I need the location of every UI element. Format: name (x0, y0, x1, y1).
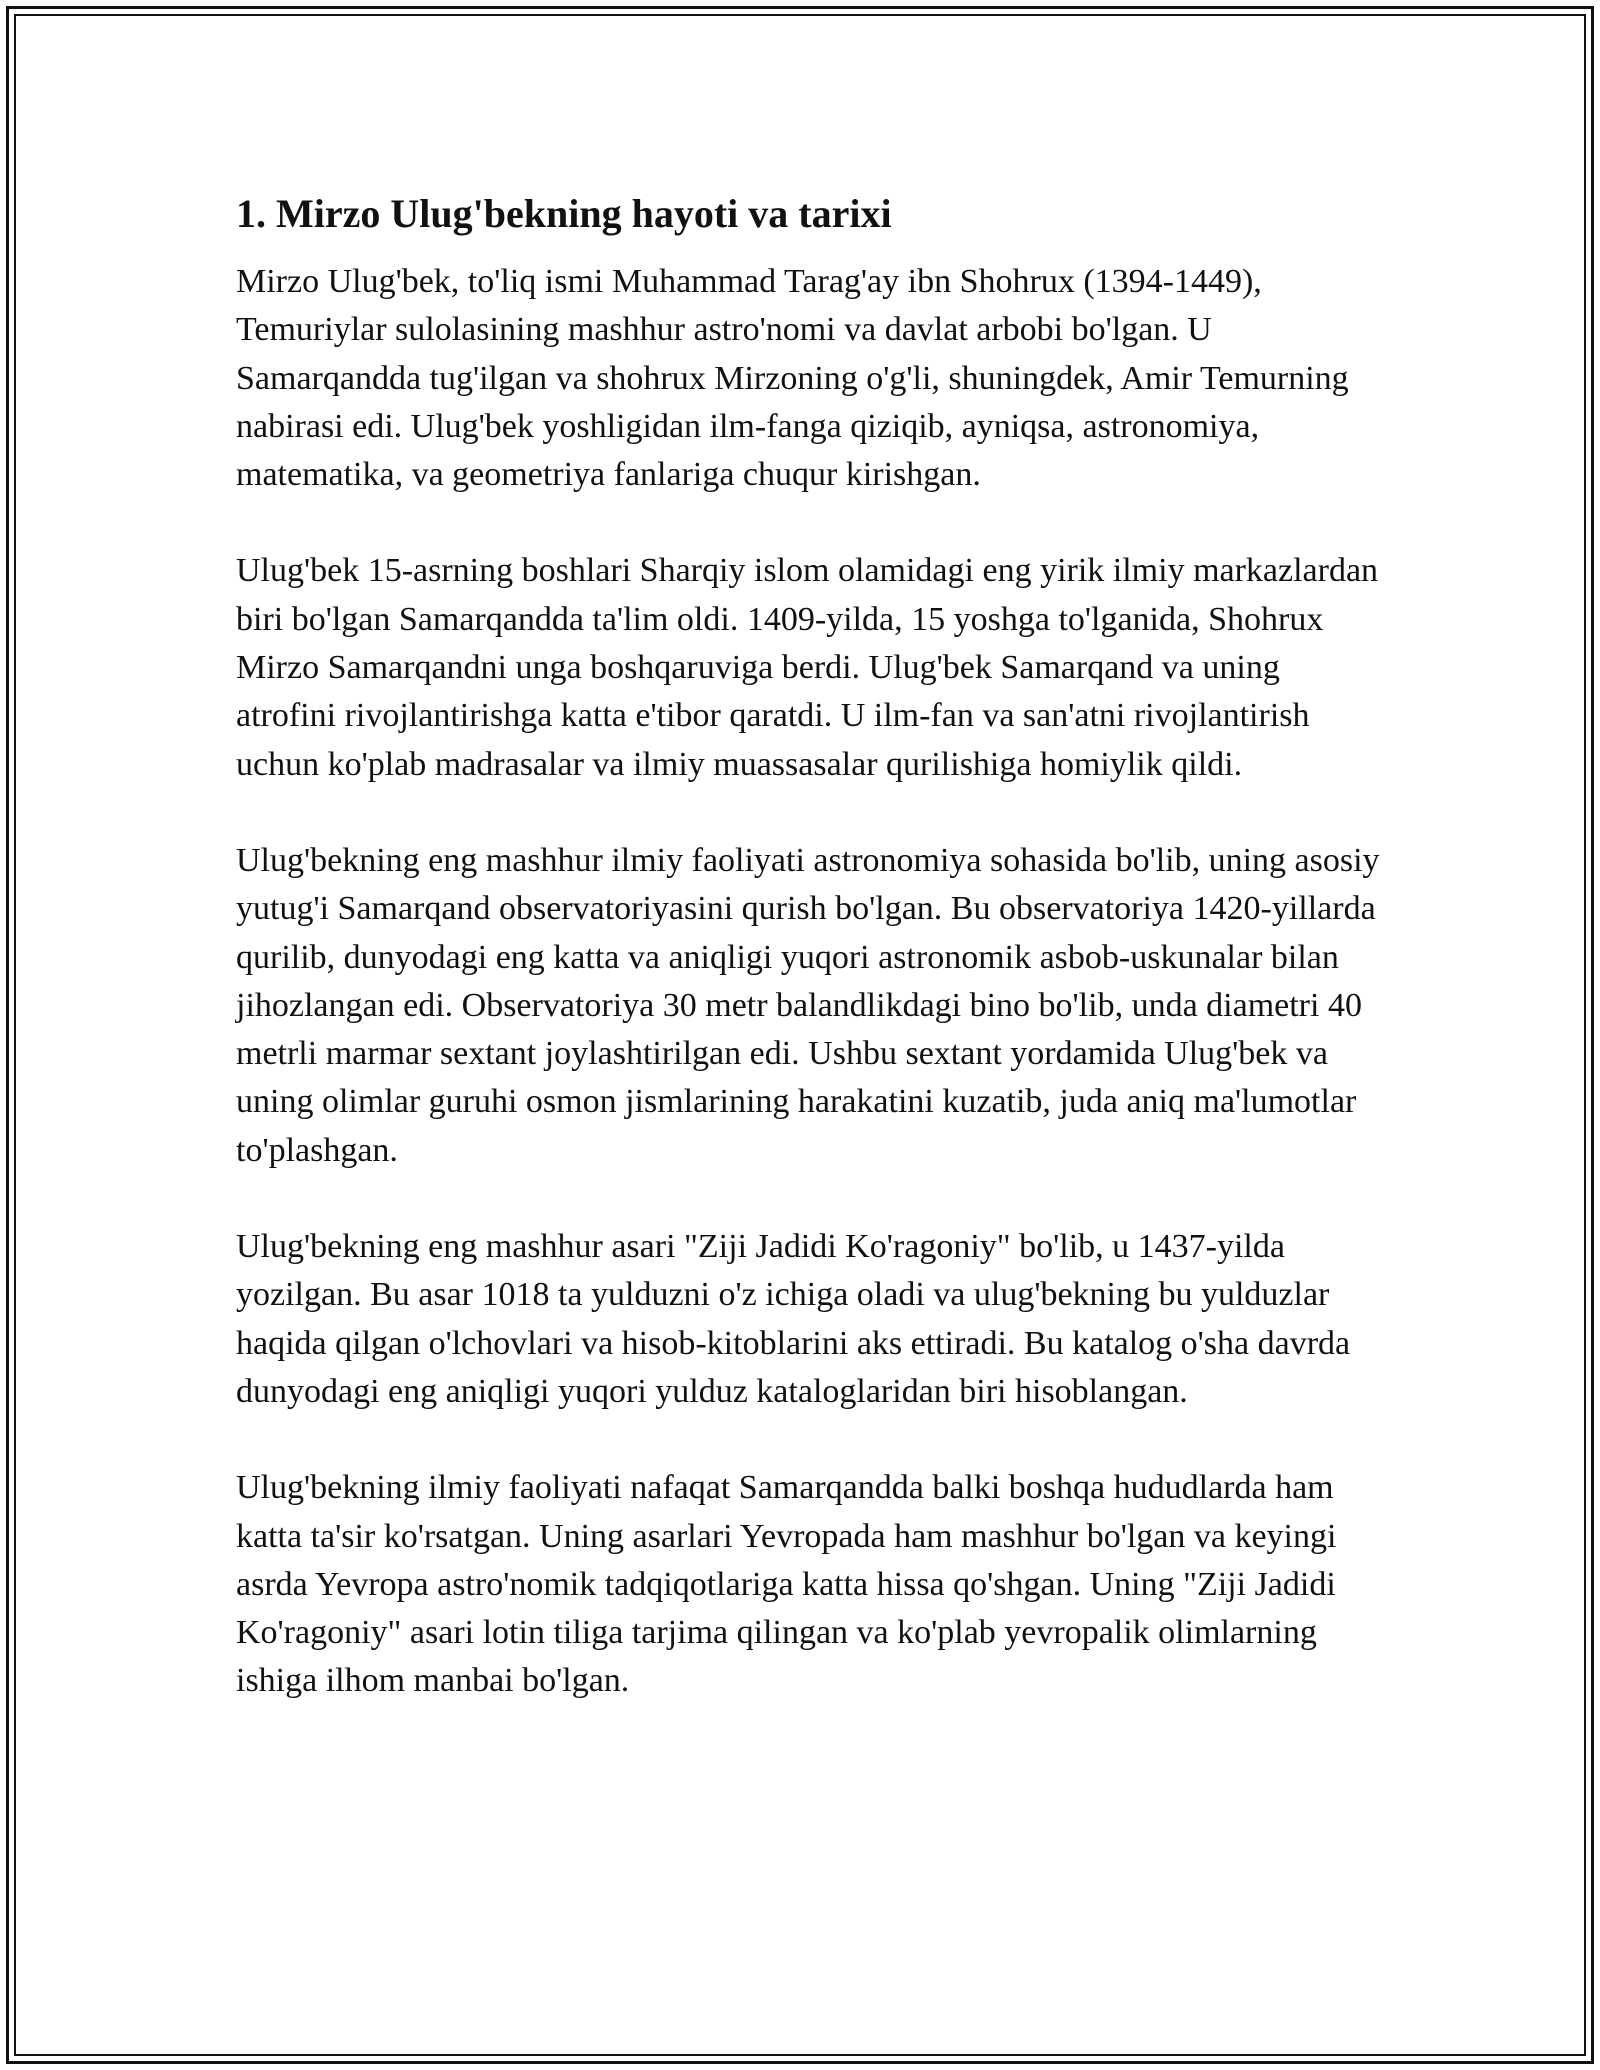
paragraph-3: Ulug'bekning eng mashhur ilmiy faoliyati astronomiya sohasida bo'lib, uning asosiy yutug'i Samarqand observatoriyasini qurish bo'lgan. Bu observatoriya 1420-yillarda qurilib, dunyodagi eng katta va aniqligi yuqori astronomik asbob-uskunalar bilan jihozlangan edi. Observatoriya 30 metr balandlikdagi bino bo'lib, unda diametri 40 metrli marmar sextant joylashtirilgan edi. Ushbu sextant yordamida Ulug'bek va uning olimlar guruhi osmon jismlarining harakatini kuzatib, juda aniq ma'lumotlar to'plashgan. (236, 841, 1380, 1169)
paragraph-4: Ulug'bekning eng mashhur asari "Ziji Jadidi Ko'ragoniy" bo'lib, u 1437-yilda yozilgan. Bu asar 1018 ta yulduzni o'z ichiga oladi va ulug'bekning bu yulduzlar haqida qilgan o'lchovlari va hisob-kitoblarini aks ettiradi. Bu katalog o'sha davrda dunyodagi eng aniqligi yuqori yulduz kataloglaridan biri hisoblangan. (236, 1228, 1351, 1410)
section-heading: 1. Mirzo Ulug'bekning hayoti va tarixi (236, 191, 892, 236)
paragraph-1: Mirzo Ulug'bek, to'liq ismi Muhammad Tarag'ay ibn Shohrux (1394-1449), Temuriylar sulolasining mashhur astro'nomi va davlat arbobi bo'lgan. U Samarqandda tug'ilgan va shohrux Mirzoning o'g'li, shuningdek, Amir Temurning nabirasi edi. Ulug'bek yoshligidan ilm-fanga qiziqib, ayniqsa, astronomiya, matematika, va geometriya fanlariga chuqur kirishgan. (236, 263, 1349, 494)
paragraph-2: Ulug'bek 15-asrning boshlari Sharqiy islom olamidagi eng yirik ilmiy markazlardan biri bo'lgan Samarqandda ta'lim oldi. 1409-yilda, 15 yoshga to'lganida, Shohrux Mirzo Samarqandni unga boshqaruviga berdi. Ulug'bek Samarqand va uning atrofini rivojlantirishga katta e'tibor qaratdi. U ilm-fan va san'atni rivojlantirish uchun ko'plab madrasalar va ilmiy muassasalar qurilishiga homiylik qildi. (236, 552, 1379, 783)
document-body (236, 188, 1386, 1754)
paragraph-5: Ulug'bekning ilmiy faoliyati nafaqat Samarqandda balki boshqa hududlarda ham katta ta'sir ko'rsatgan. Uning asarlari Yevropada ham mashhur bo'lgan va keyingi asrda Yevropa astro'nomik tadqiqotlariga katta hissa qo'shgan. Uning "Ziji Jadidi Ko'ragoniy" asari lotin tiliga tarjima qilingan va ko'plab yevropalik olimlarning ishiga ilhom manbai bo'lgan. (236, 1469, 1337, 1700)
